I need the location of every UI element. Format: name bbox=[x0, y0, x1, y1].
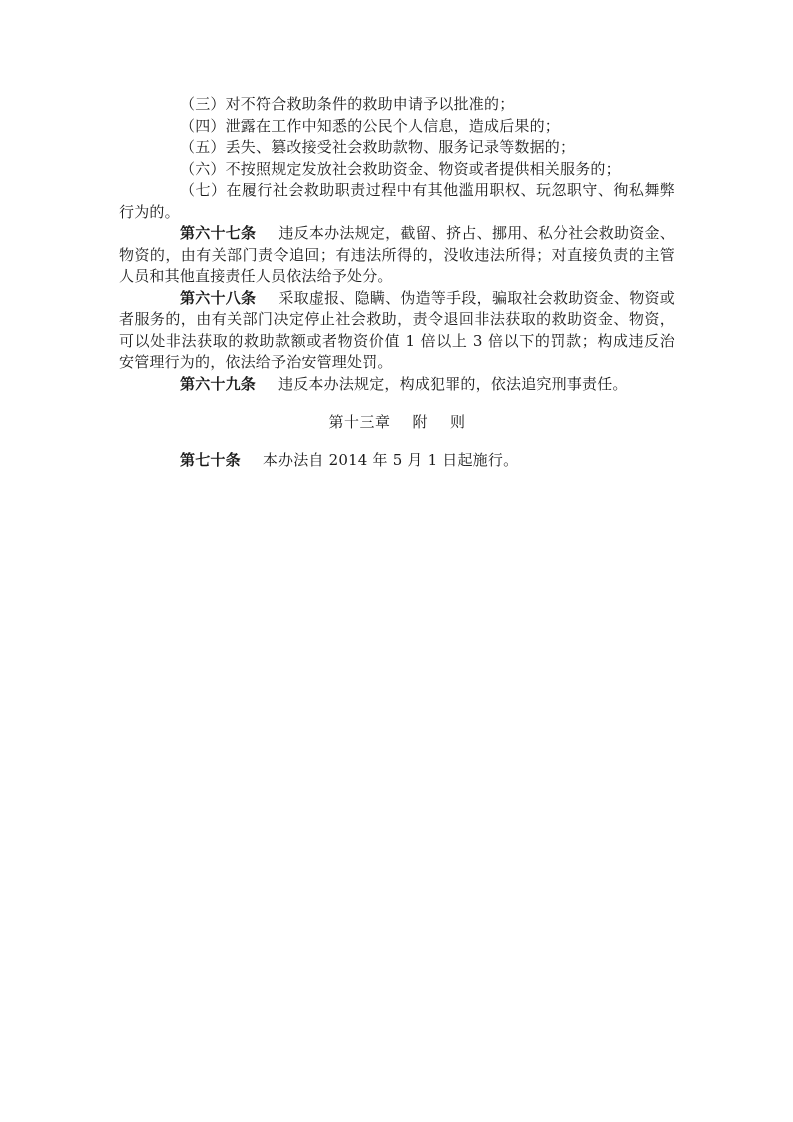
chapter-title-part2: 则 bbox=[450, 413, 466, 431]
article-69-number: 第六十九条 bbox=[180, 374, 257, 393]
article-67-number: 第六十七条 bbox=[180, 224, 257, 242]
article-70-text: 本办法自 2014 年 5 月 1 日起施行。 bbox=[262, 450, 519, 469]
document-body bbox=[119, 94, 675, 471]
article-68-text: 采取虚报、隐瞒、伪造等手段，骗取社会救助资金、物资或者服务的，由有关部门决定停止社会救助，责令退回非法获取的救助资金、物资，可以处非法获取的救助款额或者物资价值 1 倍以上 3 倍以下的罚款；构成违反治安管理行为的，依法给予治安管理处罚。 bbox=[119, 288, 675, 371]
article-70 bbox=[119, 450, 675, 472]
list-item-3: （三）对不符合救助条件的救助申请予以批准的； bbox=[180, 95, 515, 113]
article-69 bbox=[119, 374, 675, 396]
article-67 bbox=[119, 223, 675, 288]
list-item-4: （四）泄露在工作中知悉的公民个人信息，造成后果的； bbox=[180, 116, 561, 135]
article-67-text: 违反本办法规定，截留、挤占、挪用、私分社会救助资金、物资的，由有关部门责令追回；有违法所得的，没收违法所得；对直接负责的主管人员和其他直接责任人员依法给予处分。 bbox=[119, 224, 675, 285]
list-item-6: （六）不按照规定发放社会救助资金、物资或者提供相关服务的； bbox=[180, 159, 621, 178]
chapter-title-part1: 附 bbox=[412, 413, 428, 431]
chapter-number: 第十三章 bbox=[328, 413, 391, 431]
article-70-number: 第七十条 bbox=[180, 450, 241, 469]
list-item-7: （七）在履行社会救助职责过程中有其他滥用职权、玩忽职守、徇私舞弊行为的。 bbox=[119, 181, 675, 221]
list-item-5: （五）丢失、篡改接受社会救助款物、服务记录等数据的； bbox=[180, 138, 576, 156]
article-68 bbox=[119, 288, 675, 374]
chapter-heading bbox=[119, 412, 675, 434]
article-69-text: 违反本办法规定，构成犯罪的，依法追究刑事责任。 bbox=[278, 374, 628, 393]
article-68-number: 第六十八条 bbox=[180, 288, 257, 307]
